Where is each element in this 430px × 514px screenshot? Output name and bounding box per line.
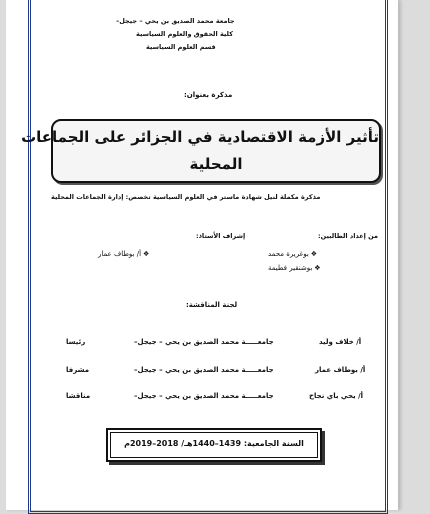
supervisor-item [98, 250, 149, 258]
student-item-1 [268, 250, 317, 258]
department-name: قسم العلوم السياسية [146, 43, 216, 51]
degree-text: مذكرة مكملة لنيل شهادة ماستر في العلوم السياسية تخصص: إدارة الجماعات المحلية [51, 193, 321, 201]
committee-member-role: رئيسا [66, 338, 86, 346]
supervisor-label: إشراف الأستاذ: [196, 232, 246, 240]
title-box [21, 119, 381, 183]
document-page [6, 0, 399, 510]
committee-member-name: أ/ خلاف وليد [319, 338, 362, 346]
supervisor-name: أ/ بوطاف عمار [98, 250, 142, 258]
university-name: جامعة محمد الصديق بن يحي – جيجل– [116, 17, 235, 25]
faculty-name: كلية الحقوق والعلوم السياسية [136, 30, 233, 38]
committee-member-university: جامعـــــة محمد الصديق بن يحي – جيجل– [134, 366, 274, 374]
students-label: من إعداد الطالبين: [318, 232, 379, 240]
committee-member-university: جامعـــــة محمد الصديق بن يحي – جيجل– [134, 392, 274, 400]
committee-member-university: جامعـــــة محمد الصديق بن يحي – جيجل– [134, 338, 274, 346]
bullet-icon: ❖ [310, 250, 318, 258]
student-name: بوغريرة محمد [268, 250, 309, 258]
committee-member-name: أ/ يحي باي نجاح [309, 392, 364, 400]
committee-member-role: مناقشا [66, 392, 91, 400]
academic-year: السنة الجامعية: 1439–1440هـ/ 2018–2019م [124, 439, 304, 448]
academic-year-box [106, 428, 322, 462]
student-name: بوشنقير فطيمة [268, 264, 313, 272]
memo-label: مذكرة بعنوان: [184, 91, 233, 99]
thesis-title-line2: المحلية [189, 155, 243, 173]
committee-label: لجنة المناقشة: [186, 301, 238, 309]
committee-member-name: أ/ بوطاف عمار [315, 366, 366, 374]
student-item-2 [268, 264, 321, 272]
committee-member-role: مشرفا [66, 366, 90, 374]
thesis-title-line1: تأثير الأزمة الاقتصادية في الجزائر على الجماعات [21, 128, 379, 146]
bullet-icon: ❖ [314, 264, 321, 272]
bullet-icon: ❖ [142, 250, 150, 258]
